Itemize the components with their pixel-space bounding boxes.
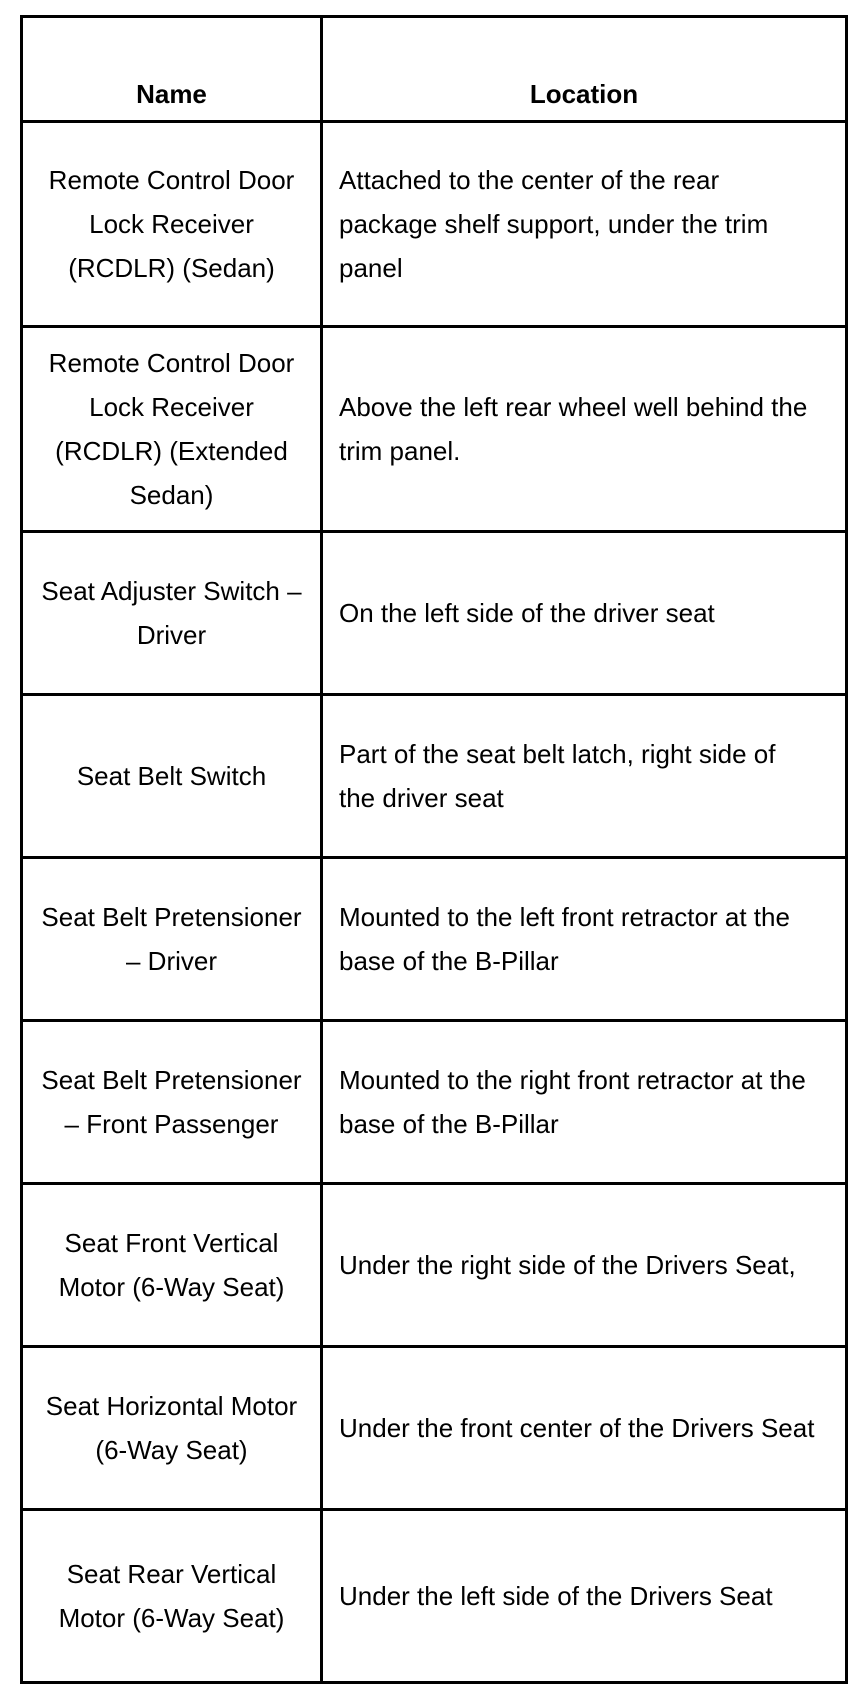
- header-row: [22, 17, 847, 122]
- component-location-cell: Attached to the center of the rear package shelf support, under the trim panel: [322, 122, 847, 327]
- component-location-cell: Mounted to the right front retractor at the base of the B-Pillar: [322, 1021, 847, 1184]
- component-name-cell: Seat Adjuster Switch – Driver: [22, 532, 322, 695]
- table-row: [22, 1184, 847, 1347]
- component-location-table-container: [20, 15, 845, 1680]
- component-name-cell: Remote Control Door Lock Receiver (RCDLR) (Extended Sedan): [22, 327, 322, 532]
- table-row: [22, 327, 847, 532]
- location-column-header: Location: [322, 17, 847, 122]
- component-location-cell: Under the front center of the Drivers Seat: [322, 1347, 847, 1510]
- component-location-cell: Part of the seat belt latch, right side of the driver seat: [322, 695, 847, 858]
- table-row: [22, 695, 847, 858]
- component-name-cell: Seat Rear Vertical Motor (6-Way Seat): [22, 1510, 322, 1683]
- component-name-cell: Seat Belt Switch: [22, 695, 322, 858]
- table-row: [22, 532, 847, 695]
- component-location-cell: On the left side of the driver seat: [322, 532, 847, 695]
- component-name-cell: Remote Control Door Lock Receiver (RCDLR) (Sedan): [22, 122, 322, 327]
- component-location-table: [20, 15, 848, 1684]
- table-row: [22, 122, 847, 327]
- table-row: [22, 858, 847, 1021]
- table-row: [22, 1510, 847, 1683]
- component-location-cell: Under the right side of the Drivers Seat,: [322, 1184, 847, 1347]
- component-name-cell: Seat Belt Pretensioner – Front Passenger: [22, 1021, 322, 1184]
- component-name-cell: Seat Belt Pretensioner – Driver: [22, 858, 322, 1021]
- component-location-cell: Above the left rear wheel well behind the trim panel.: [322, 327, 847, 532]
- component-name-cell: Seat Horizontal Motor (6-Way Seat): [22, 1347, 322, 1510]
- table-row: [22, 1021, 847, 1184]
- name-column-header: Name: [22, 17, 322, 122]
- component-location-cell: Mounted to the left front retractor at the base of the B-Pillar: [322, 858, 847, 1021]
- component-location-cell: Under the left side of the Drivers Seat: [322, 1510, 847, 1683]
- component-name-cell: Seat Front Vertical Motor (6-Way Seat): [22, 1184, 322, 1347]
- table-row: [22, 1347, 847, 1510]
